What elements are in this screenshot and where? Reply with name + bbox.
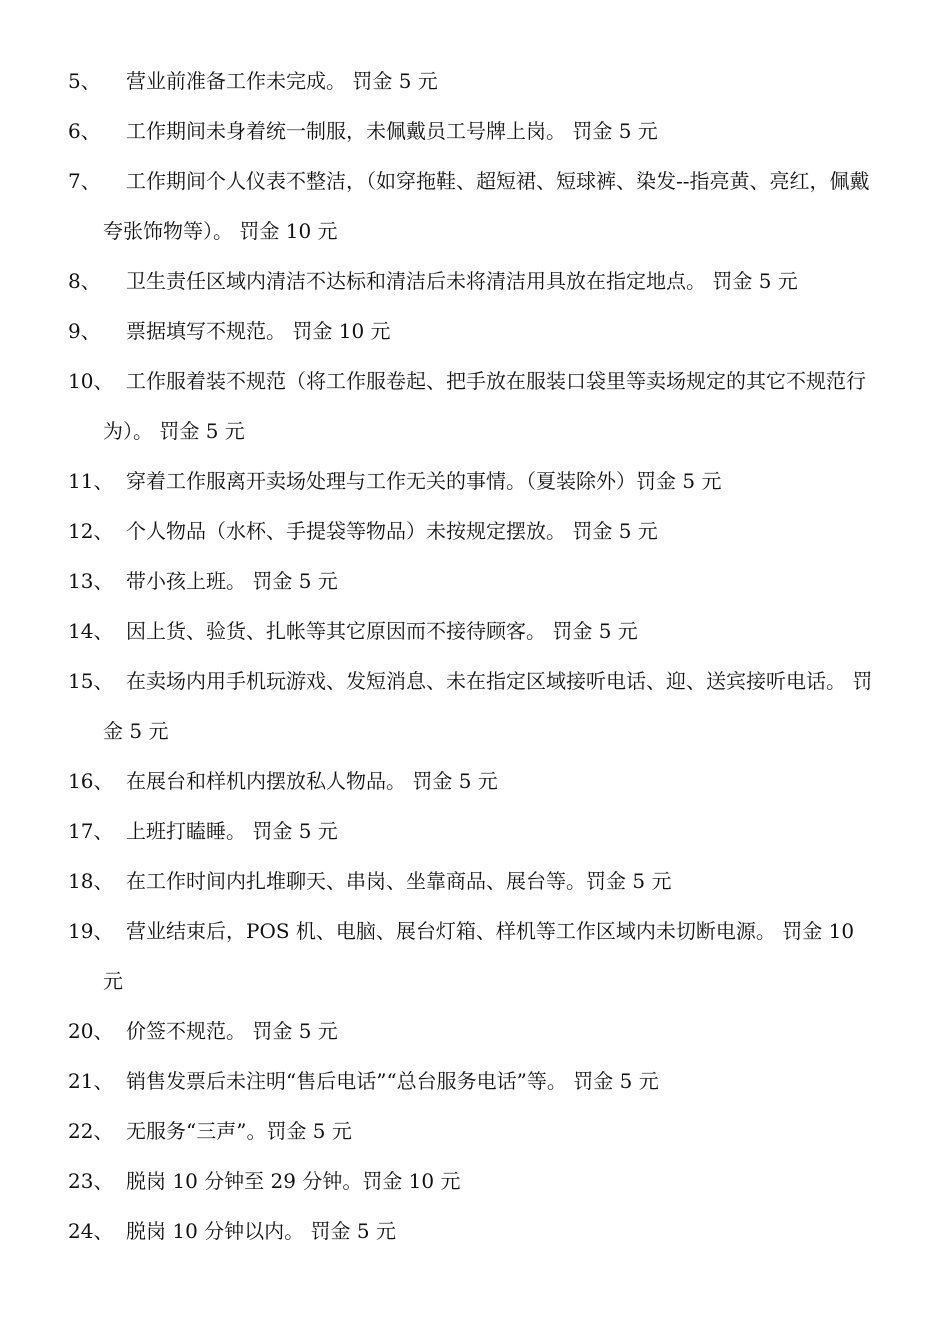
list-item	[68, 456, 878, 506]
item-number: 5、	[68, 69, 101, 93]
item-number: 20、	[68, 1019, 114, 1043]
item-number: 18、	[68, 869, 114, 893]
item-number: 23、	[68, 1169, 114, 1193]
item-text: 票据填写不规范。 罚金 10 元	[126, 319, 391, 343]
item-text: 卫生责任区域内清洁不达标和清洁后未将清洁用具放在指定地点。 罚金 5 元	[126, 269, 798, 293]
list-item	[68, 306, 878, 356]
list-item	[68, 156, 878, 256]
item-text: 脱岗 10 分钟以内。 罚金 5 元	[126, 1219, 396, 1243]
item-number: 13、	[68, 569, 114, 593]
list-item	[68, 106, 878, 156]
item-number: 14、	[68, 619, 114, 643]
item-text: 因上货、验货、扎帐等其它原因而不接待顾客。 罚金 5 元	[126, 619, 638, 643]
list-item	[68, 56, 878, 106]
item-number: 16、	[68, 769, 114, 793]
item-text: 价签不规范。 罚金 5 元	[126, 1019, 338, 1043]
list-item	[68, 256, 878, 306]
list-item	[68, 806, 878, 856]
list-item	[68, 1106, 878, 1156]
item-text: 工作服着装不规范（将工作服卷起、把手放在服装口袋里等卖场规定的其它不规范行为）。 罚金 5 元	[103, 369, 866, 443]
item-text: 在卖场内用手机玩游戏、发短消息、未在指定区域接听电话、迎、送宾接听电话。 罚金 5 元	[103, 669, 873, 743]
item-text: 上班打瞌睡。 罚金 5 元	[126, 819, 338, 843]
list-item	[68, 1206, 878, 1256]
item-text: 销售发票后未注明“售后电话”“总台服务电话”等。 罚金 5 元	[126, 1069, 659, 1093]
list-item	[68, 1006, 878, 1056]
item-number: 7、	[68, 169, 101, 193]
item-text: 在工作时间内扎堆聊天、串岗、坐靠商品、展台等。罚金 5 元	[126, 869, 672, 893]
list-item	[68, 856, 878, 906]
list-item	[68, 506, 878, 556]
item-text: 营业前准备工作未完成。 罚金 5 元	[126, 69, 438, 93]
item-number: 11、	[68, 469, 114, 493]
list-item	[68, 1056, 878, 1106]
item-text: 工作期间未身着统一制服，未佩戴员工号牌上岗。 罚金 5 元	[126, 119, 658, 143]
penalty-list	[68, 56, 878, 1256]
list-item	[68, 756, 878, 806]
item-text: 无服务“三声”。罚金 5 元	[126, 1119, 352, 1143]
item-text: 个人物品（水杯、手提袋等物品）未按规定摆放。 罚金 5 元	[126, 519, 658, 543]
item-number: 21、	[68, 1069, 114, 1093]
item-number: 24、	[68, 1219, 114, 1243]
list-item	[68, 1156, 878, 1206]
item-number: 22、	[68, 1119, 114, 1143]
item-number: 12、	[68, 519, 114, 543]
item-text: 在展台和样机内摆放私人物品。 罚金 5 元	[126, 769, 498, 793]
list-item	[68, 556, 878, 606]
item-text: 带小孩上班。 罚金 5 元	[126, 569, 338, 593]
item-number: 8、	[68, 269, 101, 293]
item-number: 6、	[68, 119, 101, 143]
item-text: 脱岗 10 分钟至 29 分钟。罚金 10 元	[126, 1169, 461, 1193]
item-number: 10、	[68, 369, 114, 393]
item-number: 17、	[68, 819, 114, 843]
list-item	[68, 906, 878, 1006]
list-item	[68, 356, 878, 456]
item-number: 19、	[68, 919, 114, 943]
list-item	[68, 656, 878, 756]
item-text: 工作期间个人仪表不整洁，（如穿拖鞋、超短裙、短球裤、染发--指亮黄、亮红，佩戴夸张饰物等）。 罚金 10 元	[103, 169, 870, 243]
item-text: 营业结束后，POS 机、电脑、展台灯箱、样机等工作区域内未切断电源。 罚金 10 元	[103, 919, 855, 993]
item-text: 穿着工作服离开卖场处理与工作无关的事情。（夏装除外）罚金 5 元	[126, 469, 722, 493]
list-item	[68, 606, 878, 656]
item-number: 15、	[68, 669, 114, 693]
item-number: 9、	[68, 319, 101, 343]
